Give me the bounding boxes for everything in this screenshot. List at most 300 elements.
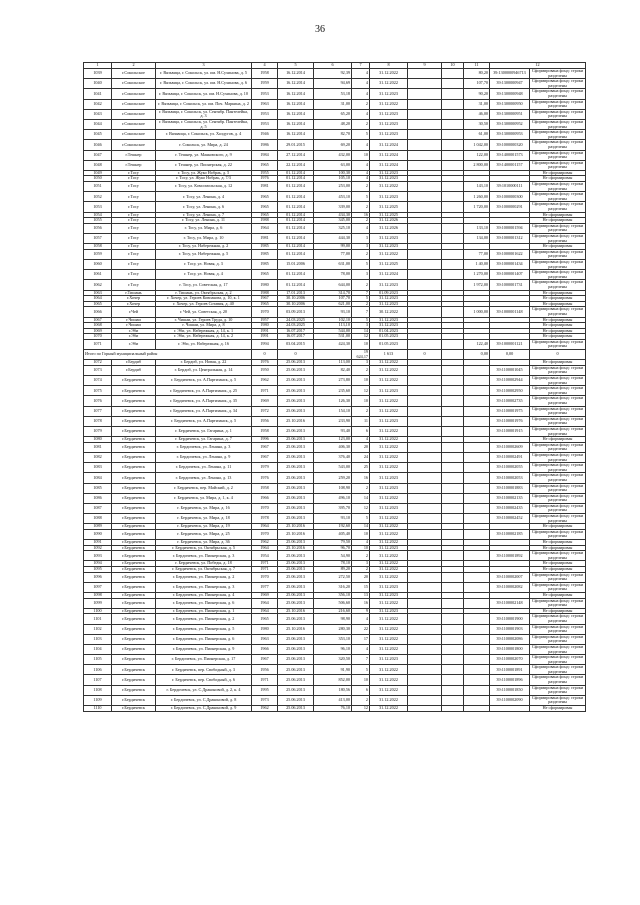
table-cell: 25.06.2013	[278, 473, 314, 483]
table-cell: 16.12.2014	[278, 119, 314, 129]
table-cell: 1986	[252, 140, 278, 150]
table-cell: 39:1100001975	[490, 406, 530, 416]
table-cell: 10	[352, 339, 370, 349]
table-cell: 93,10	[314, 514, 352, 524]
table-cell	[442, 140, 464, 150]
table-cell: Не сформирован	[530, 317, 586, 323]
table-cell: 1953	[252, 119, 278, 129]
table-cell: 39:1300000953	[490, 130, 530, 140]
table-cell: 94,69	[314, 79, 352, 89]
table-cell: 631,00	[314, 259, 352, 269]
table-cell: Сформирована фонд: строки разделены	[530, 582, 586, 592]
table-cell: г.Тешнер	[112, 150, 156, 160]
table-cell: 31.12.2022	[370, 493, 408, 503]
table-cell	[442, 192, 464, 202]
table-row	[84, 182, 586, 192]
table-cell: 1095	[84, 567, 112, 573]
table-cell: 31.12.2022	[370, 396, 408, 406]
table-cell: 1090	[84, 529, 112, 539]
table-cell: г.Хочер	[112, 296, 156, 302]
table-cell	[408, 529, 442, 539]
table-cell: 39:1100001896	[490, 675, 530, 685]
table-cell: 1977	[252, 582, 278, 592]
table-cell: 01.12.2014	[278, 218, 314, 224]
table-cell: 77,00	[464, 249, 490, 259]
table-cell: г.Сокольское	[112, 140, 156, 150]
table-cell: 1084	[84, 473, 112, 483]
table-cell: 1056	[84, 223, 112, 233]
table-cell: г.Бердичевск	[112, 376, 156, 386]
table-cell	[408, 259, 442, 269]
table-cell: 31.12.2026	[370, 223, 408, 233]
table-cell: Сформирована фонд: строки разделены	[530, 634, 586, 644]
table-cell: г. Бердичевск, ул. Мира, д. 19	[156, 524, 252, 530]
table-cell: 20	[352, 442, 370, 452]
table-cell: 31.12.2023	[370, 416, 408, 426]
table-cell: 31.12.2023	[370, 386, 408, 396]
table-cell: Сформирована фонд: строки разделены	[530, 685, 586, 695]
table-cell: 01.12.2014	[278, 202, 314, 212]
table-cell: 39:1300000946713	[490, 69, 530, 79]
table-cell: г.Бердичевск	[112, 685, 156, 695]
table-cell: 1101	[84, 614, 112, 624]
table-cell: Сформирована фонд: строки разделены	[530, 160, 586, 170]
table-cell: 25.06.2013	[278, 426, 314, 436]
table-cell	[408, 644, 442, 654]
table-cell: 31.12.2022	[370, 452, 408, 462]
table-cell: 25.06.2013	[278, 572, 314, 582]
table-cell: г. Сокольск, ул. Мира, д. 24	[156, 140, 252, 150]
table-row	[84, 416, 586, 426]
table-cell: г. Тосу, ул. Комсомольская, д. 12	[156, 182, 252, 192]
table-cell: 1963	[252, 634, 278, 644]
table-cell: Сформирована фонд: строки разделены	[530, 386, 586, 396]
table-cell: 1064	[84, 296, 112, 302]
table-cell: 345,00	[314, 218, 352, 224]
table-cell: г.Тишань	[112, 290, 156, 296]
table-cell	[442, 249, 464, 259]
table-cell: 31.12.2023	[370, 192, 408, 202]
table-row	[84, 79, 586, 89]
table-cell: 1083	[84, 463, 112, 473]
table-cell: 31.12.2023	[370, 655, 408, 665]
table-cell: 644,00	[314, 280, 352, 290]
table-row	[84, 223, 586, 233]
table-cell: г.Бердичевск	[112, 624, 156, 634]
table-cell	[408, 695, 442, 705]
table-cell: 01.12.2014	[278, 176, 314, 182]
table-cell: 1964	[252, 608, 278, 614]
table-cell: 7	[352, 307, 370, 317]
table-cell	[408, 463, 442, 473]
table-cell: 1055	[84, 218, 112, 224]
table-row	[84, 685, 586, 695]
table-cell: 1068	[84, 323, 112, 329]
table-cell: 39:1000001594	[490, 223, 530, 233]
table-row	[84, 665, 586, 675]
table-cell: г. Вязьвица, г. Сокольск, ул. им. Н.Сухинова, д. 5	[156, 69, 252, 79]
table-cell: 1995	[252, 685, 278, 695]
table-cell: 31.12.2023	[370, 545, 408, 551]
table-cell: Сформирована фонд: строки разделены	[530, 503, 586, 513]
table-cell: 123,00	[314, 437, 352, 443]
table-row	[84, 202, 586, 212]
table-cell: г. Вязьвица, г. Сокольск, ул. Сентябр. Пантелейка, д. 5	[156, 119, 252, 129]
table-cell: 154,10	[314, 406, 352, 416]
table-cell: 1061	[84, 270, 112, 280]
table-cell: 1 972,00	[464, 280, 490, 290]
table-cell: 31.12.2022	[370, 598, 408, 608]
table-cell: 14	[352, 524, 370, 530]
table-cell: 39:1100002082	[490, 582, 530, 592]
table-cell: 82,40	[314, 365, 352, 375]
table-cell: г.Бердичевск	[112, 551, 156, 561]
table-cell: г. Бердичевск, ул. Мира, д. 16	[156, 503, 252, 513]
subtotal-label: Итого по Горный муниципальный район	[84, 350, 252, 360]
table-cell: 1954	[252, 551, 278, 561]
table-cell: г. Тишань, ул. Октябрьская, д. 2	[156, 290, 252, 296]
table-cell: 192,60	[314, 524, 352, 530]
table-cell: г. Эби, ул. Набережная, д. 14, к. 1	[156, 328, 252, 334]
table-cell: Сформирована фонд: строки разделены	[530, 416, 586, 426]
table-cell: 852,00	[314, 675, 352, 685]
table-cell: 9	[352, 608, 370, 614]
table-cell: 3	[352, 360, 370, 366]
table-cell: 30,50	[464, 119, 490, 129]
table-cell: 1 270,00	[464, 270, 490, 280]
table-cell	[408, 685, 442, 695]
table-cell: 25.06.2013	[278, 437, 314, 443]
table-cell: г.Бердичевск	[112, 437, 156, 443]
table-cell: 03.09.2013	[278, 307, 314, 317]
table-cell: Сформирована фонд: строки разделены	[530, 452, 586, 462]
table-cell: 1969	[252, 396, 278, 406]
table-cell: 1085	[84, 483, 112, 493]
table-cell: 14	[352, 493, 370, 503]
table-cell: г.Тосу	[112, 259, 156, 269]
table-cell: 01.12.2014	[278, 270, 314, 280]
table-cell: 2	[352, 365, 370, 375]
table-cell: 1980	[252, 323, 278, 329]
table-cell	[464, 406, 490, 416]
table-cell: 1955	[252, 170, 278, 176]
table-cell: 24	[352, 452, 370, 462]
table-cell: г. Бердичевск, ул. Победы, д. 18	[156, 561, 252, 567]
table-cell: г. Тосу, ул. Новая, д. 3	[156, 259, 252, 269]
table-cell: 39:1100001045	[490, 365, 530, 375]
table-cell: 4	[352, 79, 370, 89]
table-cell: 31.12.2022	[370, 442, 408, 452]
table-cell: 31.12.2025	[370, 202, 408, 212]
table-cell: 1063	[84, 290, 112, 296]
table-cell: 31.12.2023	[370, 473, 408, 483]
table-cell: 102,10	[314, 317, 352, 323]
table-row	[84, 644, 586, 654]
table-cell	[408, 89, 442, 99]
table-cell: 1 720,00	[464, 202, 490, 212]
table-cell: 1108	[84, 685, 112, 695]
table-cell	[442, 202, 464, 212]
table-cell	[442, 483, 464, 493]
table-cell	[408, 706, 442, 712]
table-cell	[442, 514, 464, 524]
table-cell	[408, 365, 442, 375]
table-cell: 25.06.2013	[278, 540, 314, 546]
table-cell: 39:1000000291	[490, 202, 530, 212]
table-cell: 1979	[252, 463, 278, 473]
table-cell: г.Бердичевск	[112, 473, 156, 483]
table-cell: 1965	[252, 192, 278, 202]
table-cell: Не сформирован	[530, 170, 586, 176]
table-cell: Сформирована фонд: строки разделены	[530, 182, 586, 192]
table-cell: 1054	[84, 212, 112, 218]
table-cell: 1964	[252, 545, 278, 551]
table-cell: 180,56	[314, 685, 352, 695]
table-cell: 1946	[252, 130, 278, 140]
table-cell: г. Бердичевск, ул. Пионерская, д. 6	[156, 634, 252, 644]
table-cell	[442, 634, 464, 644]
table-cell: 1973	[252, 695, 278, 705]
table-cell: г.Эби	[112, 339, 156, 349]
table-cell	[442, 270, 464, 280]
table-cell: 25.06.2013	[278, 503, 314, 513]
table-cell: 1042	[84, 99, 112, 109]
table-row	[84, 598, 586, 608]
table-cell: 54,90	[314, 551, 352, 561]
table-cell: 39:1100002070	[490, 655, 530, 665]
table-cell: Не сформирован	[530, 540, 586, 546]
table-cell	[442, 426, 464, 436]
table-cell	[408, 396, 442, 406]
table-cell: 91,90	[314, 665, 352, 675]
table-row	[84, 234, 586, 244]
table-cell: Сформирована фонд: строки разделены	[530, 644, 586, 654]
table-cell: Сформирована фонд: строки разделены	[530, 234, 586, 244]
table-cell: 25.06.2013	[278, 644, 314, 654]
table-cell: 1092	[84, 545, 112, 551]
table-cell	[442, 109, 464, 119]
table-cell: 1047	[84, 150, 112, 160]
table-cell	[408, 339, 442, 349]
table-cell	[442, 339, 464, 349]
table-cell: 31.12.2023	[370, 296, 408, 302]
table-cell: Сформирована фонд: строки разделены	[530, 223, 586, 233]
table-cell: 39:1100002944	[490, 376, 530, 386]
table-cell: г. Бердичевск, ул. Пионерская, д. 2	[156, 614, 252, 624]
table-cell: Не сформирован	[530, 296, 586, 302]
table-row	[84, 192, 586, 202]
table-cell: Сформирована фонд: строки разделены	[530, 339, 586, 349]
table-cell: г.Тосу	[112, 202, 156, 212]
subtotal-cell: 0	[408, 350, 442, 360]
table-cell: г.Бердичевск	[112, 483, 156, 493]
table-cell	[442, 396, 464, 406]
table-cell: г.Бердичевск	[112, 598, 156, 608]
table-cell: г.Тосу	[112, 218, 156, 224]
table-cell: г. Тосу, ул. Ленина, д. 6	[156, 202, 252, 212]
table-cell: 82,70	[314, 130, 352, 140]
table-cell: 1 000,00	[464, 307, 490, 317]
table-cell: 1964	[252, 598, 278, 608]
table-cell: г. Тосу, ул. Ленина, д. 11	[156, 218, 252, 224]
table-cell: 01.05.2023	[370, 339, 408, 349]
table-cell: г.Бердичевск	[112, 644, 156, 654]
table-row	[84, 396, 586, 406]
table-cell	[408, 473, 442, 483]
table-cell	[408, 150, 442, 160]
table-cell: 39:1100001915	[490, 426, 530, 436]
table-cell: Сформирована фонд: строки разделены	[530, 551, 586, 561]
table-cell: 280,30	[314, 624, 352, 634]
table-cell: 5	[352, 259, 370, 269]
table-cell	[408, 160, 442, 170]
table-cell: 5	[352, 192, 370, 202]
table-cell: 31.12.2022	[370, 634, 408, 644]
table-cell: 31.12.2023	[370, 130, 408, 140]
table-cell: 39:1300000951	[490, 109, 530, 119]
header-cell: 2	[112, 63, 156, 69]
table-cell: 2	[352, 551, 370, 561]
table-cell: 31.12.2022	[370, 79, 408, 89]
table-cell	[442, 99, 464, 109]
table-cell: 01.12.2014	[278, 244, 314, 250]
table-cell: г. Эби, ул. Набережная, д. 16	[156, 339, 252, 349]
table-cell	[464, 582, 490, 592]
table-cell: 25.06.2013	[278, 598, 314, 608]
table-cell	[408, 386, 442, 396]
table-cell	[442, 119, 464, 129]
table-cell: 7	[352, 290, 370, 296]
table-cell: 405,40	[314, 529, 352, 539]
table-cell: 25.06.2013	[278, 675, 314, 685]
table-cell: 1991	[252, 328, 278, 334]
table-cell: г. Тосу, ул. Мира, д. 6	[156, 223, 252, 233]
table-cell: Сформирована фонд: строки разделены	[530, 463, 586, 473]
table-cell: 31.12.2024	[370, 160, 408, 170]
table-cell: 3	[352, 270, 370, 280]
table-cell: Не сформирован	[530, 608, 586, 614]
table-cell: 25.06.2013	[278, 514, 314, 524]
table-cell	[442, 655, 464, 665]
table-cell	[442, 182, 464, 192]
table-cell: 424,30	[314, 339, 352, 349]
table-cell: 69,20	[314, 140, 352, 150]
table-cell: г. Эби, ул. Набережная, д. 14, к. 2	[156, 334, 252, 340]
table-cell: 11	[352, 416, 370, 426]
table-cell	[442, 598, 464, 608]
table-cell: 353,10	[314, 634, 352, 644]
table-cell: 1981	[252, 182, 278, 192]
table-cell: 253,00	[314, 182, 352, 192]
table-cell: 96,10	[314, 644, 352, 654]
table-row	[84, 119, 586, 129]
table-cell: 1965	[252, 160, 278, 170]
table-row	[84, 614, 586, 624]
table-cell: г. Тешнер, ул. Маяковского, д. 9	[156, 150, 252, 160]
table-cell: 39:1100002950	[490, 386, 530, 396]
table-cell: 1967	[252, 655, 278, 665]
table-cell: 31.12.2023	[370, 592, 408, 598]
table-cell: 1088	[84, 514, 112, 524]
table-cell: Сформирована фонд: строки разделены	[530, 572, 586, 582]
table-cell: 31.12.2022	[370, 665, 408, 675]
table-cell: 1970	[252, 503, 278, 513]
header-cell: 4	[252, 63, 278, 69]
table-cell: 1048	[84, 160, 112, 170]
table-cell: Не сформирован	[530, 334, 586, 340]
table-cell: 31.12.2022	[370, 99, 408, 109]
table-cell	[408, 452, 442, 462]
table-cell	[408, 416, 442, 426]
table-cell	[442, 160, 464, 170]
table-cell: г. Тосу, ул. Набережная, д. 5	[156, 249, 252, 259]
subtotal-cell	[442, 350, 464, 360]
table-cell: 1970	[252, 572, 278, 582]
table-cell: 16.12.2014	[278, 130, 314, 140]
table-cell	[408, 614, 442, 624]
table-cell: 320,50	[314, 655, 352, 665]
table-cell: 53,18	[314, 89, 352, 99]
table-cell: 1981	[252, 234, 278, 244]
table-cell	[464, 493, 490, 503]
table-cell: г.Тосу	[112, 182, 156, 192]
table-cell	[442, 234, 464, 244]
table-cell: г. Бердичевск, ул. Пионерская, д. 5	[156, 624, 252, 634]
table-cell: 31.12.2022	[370, 529, 408, 539]
table-cell: г. Бердичевск, ул. Гагарина, д. 7	[156, 437, 252, 443]
table-cell: г. Бердичевск, ул. Пионерская, д. 9	[156, 644, 252, 654]
table-cell: 25.10.2016	[278, 529, 314, 539]
subtotal-cell: 0	[278, 350, 314, 360]
table-cell	[408, 307, 442, 317]
table-cell: 4	[352, 109, 370, 119]
table-cell: 25.10.2016	[278, 624, 314, 634]
table-cell: 1994	[252, 339, 278, 349]
table-cell	[408, 99, 442, 109]
table-cell	[442, 473, 464, 483]
table-cell: 233,90	[314, 416, 352, 426]
table-cell: 16	[352, 212, 370, 218]
table-cell	[464, 503, 490, 513]
table-cell: 3	[352, 244, 370, 250]
table-cell: 15	[352, 582, 370, 592]
table-cell	[464, 514, 490, 524]
table-cell: 1070	[84, 334, 112, 340]
table-cell: 1971	[252, 561, 278, 567]
table-cell	[464, 551, 490, 561]
table-cell	[464, 376, 490, 386]
table-cell: 1059	[84, 249, 112, 259]
table-cell: Не сформирован	[530, 176, 586, 182]
table-cell: г.Бердичевск	[112, 614, 156, 624]
table-cell: 1984	[252, 150, 278, 160]
table-cell: г. Бердичевск, ул. Пионерская, д. 1	[156, 608, 252, 614]
table-cell: 406,30	[314, 442, 352, 452]
table-cell: 1040	[84, 79, 112, 89]
table-cell: г.Бердичевск	[112, 572, 156, 582]
table-cell	[442, 624, 464, 634]
table-cell: г. Бердичевск, ул. Пионерская, д. 4	[156, 592, 252, 598]
table-cell: 31.12.2022	[370, 69, 408, 79]
table-cell: 1094	[84, 561, 112, 567]
table-cell: 31.12.2022	[370, 426, 408, 436]
table-cell: 5	[352, 665, 370, 675]
table-cell: 39:1000001434	[490, 259, 530, 269]
table-cell	[408, 182, 442, 192]
table-cell: 61,00	[464, 130, 490, 140]
table-cell	[464, 665, 490, 675]
table-cell: Не сформирован	[530, 244, 586, 250]
